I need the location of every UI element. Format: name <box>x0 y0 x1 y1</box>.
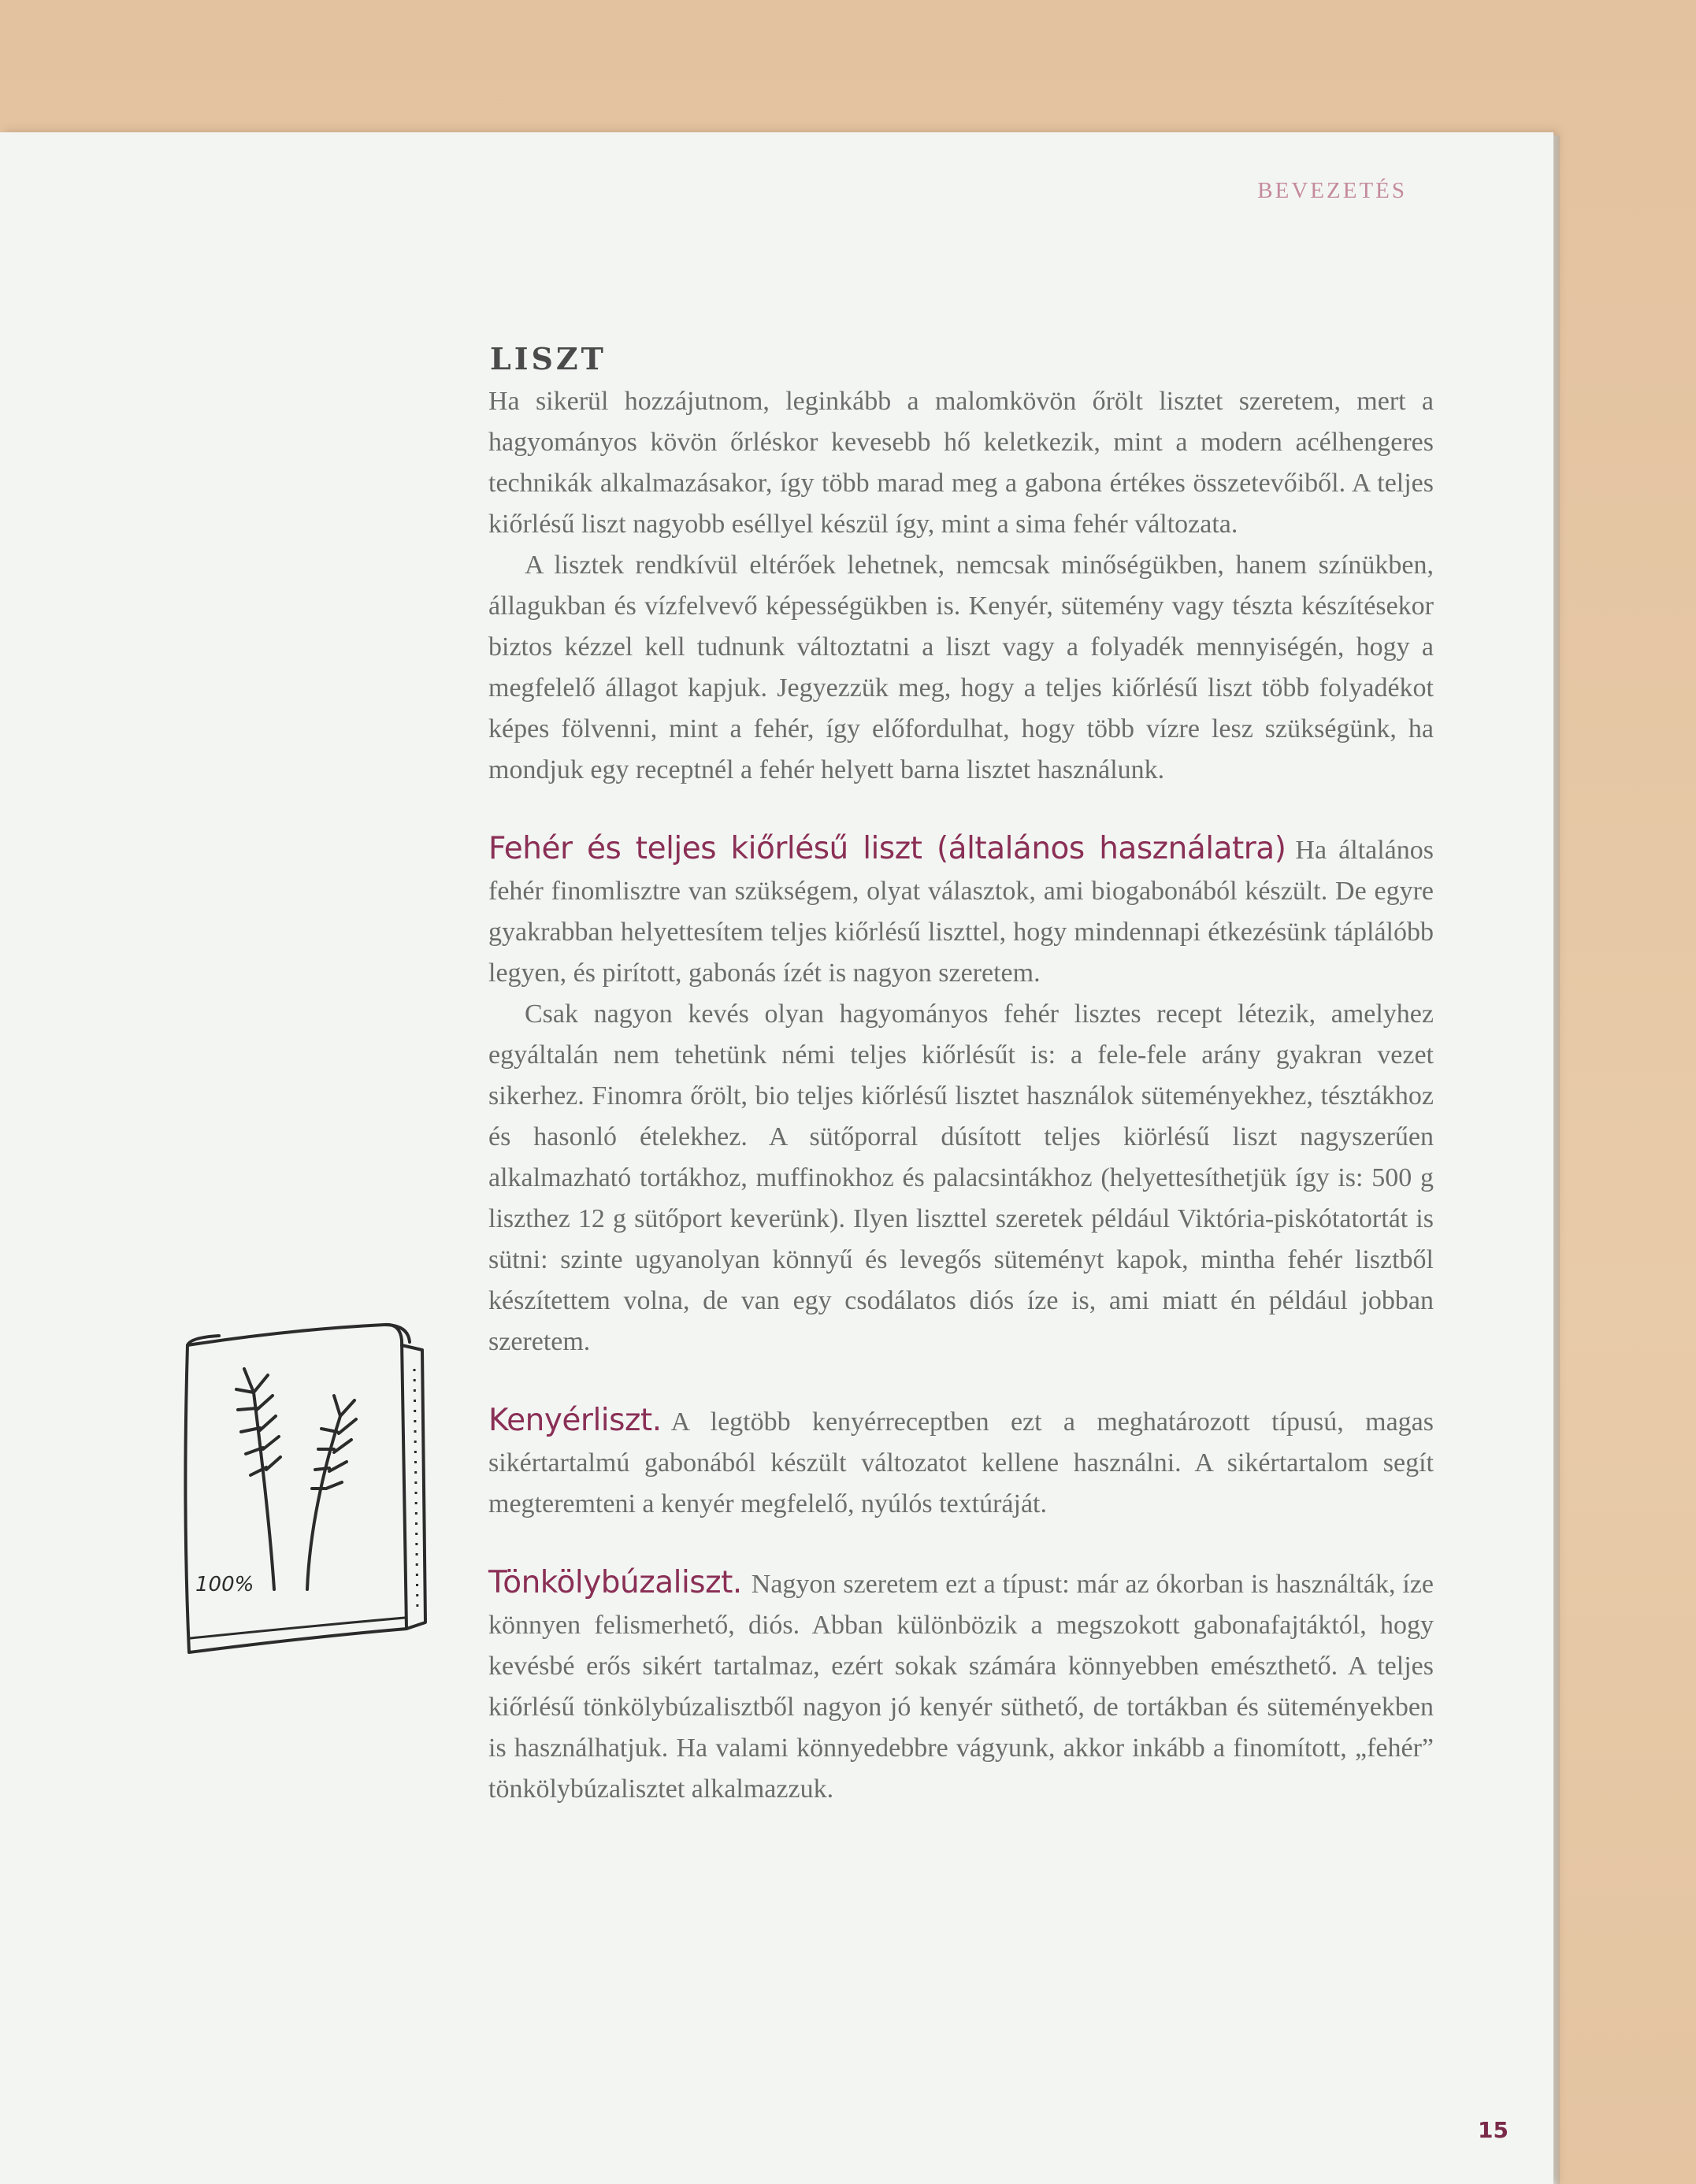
subsection-bread-flour <box>488 1400 1434 1525</box>
running-head: BEVEZETÉS <box>1257 178 1407 203</box>
page-number: 15 <box>1478 2117 1509 2143</box>
subsection-heading: Kenyérliszt. <box>488 1403 662 1438</box>
spacer <box>488 791 1434 829</box>
spacer <box>488 1525 1434 1563</box>
subsection-lead: Ha általános fehér finomlisztre van szükségem, olyat választok, ami biogabonából készült. De egyre gyakrabban helyettesítem teljes kiőrlésű liszttel, hogy mindennapi étkezésünk táplálóbb legyen, és pirított, gabonás ízét is nagyon szeretem. <box>488 836 1434 988</box>
subsection-spelt-flour <box>488 1563 1434 1810</box>
subsection-lead: Nagyon szeretem ezt a típust: már az ókorban is használták, íze könnyen felismerhető, diós. Abban különbözik a megszokott gabonafajtáktól, hogy kevésbé erős sikért tartalmaz, ezért sokak számára könnyebben emészthető. A teljes kiőrlésű tönkölybúzalisztből nagyon jó kenyér süthető, de tortákban és süteményekben is használhatjuk. Ha valami könnyedebbre vágyunk, akkor inkább a finomított, „fehér” tönkölybúzalisztet alkalmazzuk. <box>488 1570 1434 1804</box>
intro-paragraph-1: Ha sikerül hozzájutnom, leginkább a malomkövön őrölt lisztet szeretem, mert a hagyományos kövön őrléskor kevesebb hő keletkezik, mint a modern acélhengeres technikák alkalmazásakor, így több marad meg a gabona értékes összetevőiből. A teljes kiőrlésű liszt nagyobb eséllyel készül így, mint a sima fehér változata. <box>488 387 1434 539</box>
spacer <box>488 1363 1434 1400</box>
page-content <box>488 339 1434 1810</box>
book-page <box>0 132 1553 2184</box>
subsection-white-wholemeal <box>488 829 1434 994</box>
page-edge <box>1553 135 1560 2184</box>
subsection-heading: Tönkölybúzaliszt. <box>488 1565 742 1600</box>
bag-label: 100% <box>195 1573 254 1596</box>
subsection-lead: A legtöbb kenyérreceptben ezt a meghatározott típusú, magas sikértartalmú gabonából készült változatot kellene használni. A sikértartalom segít megteremteni a kenyér megfelelő, nyúlós textúráját. <box>488 1407 1434 1518</box>
subsection-heading: Fehér és teljes kiőrlésű liszt (általános használatra) <box>488 831 1286 866</box>
intro-paragraph-2: A lisztek rendkívül eltérőek lehetnek, nemcsak minőségükben, hanem színükben, állagukban és vízfelvevő képességükben is. Kenyér, sütemény vagy tészta készítésekor biztos kézzel kell tudnunk változtatni a liszt vagy a folyadék mennyiségén, hogy a megfelelő állagot kapjuk. Jegyezzük meg, hogy a teljes kiőrlésű liszt több folyadékot képes fölvenni, mint a fehér, így előfordulhat, hogy több vízre lesz szükségünk, ha mondjuk egy receptnél a fehér helyett barna lisztet használunk. <box>488 551 1434 784</box>
subsection-more: Csak nagyon kevés olyan hagyományos fehér lisztes recept létezik, amelyhez egyáltalán nem tehetünk némi teljes kiőrlésűt is: a fele-fele arány gyakran vezet sikerhez. Finomra őrölt, bio teljes kiőrlésű lisztet használok süteményekhez, tésztákhoz és hasonló ételekhez. A sütőporral dúsított teljes kiörlésű liszt nagyszerűen alkalmazható tortákhoz, muffinokhoz és palacsintákhoz (helyettesíthetjük így is: 500 g liszthez 12 g sütőport keverünk). Ilyen liszttel szeretek például Viktória-piskótatortát is sütni: szinte ugyanolyan könnyű és levegős süteményt kapok, mintha fehér lisztből készítettem volna, de van egy csodálatos diós íze is, ami miatt én például jobban szeretem. <box>488 999 1434 1356</box>
flour-bag-illustration <box>172 1314 440 1660</box>
section-title: LISZT <box>490 341 607 376</box>
